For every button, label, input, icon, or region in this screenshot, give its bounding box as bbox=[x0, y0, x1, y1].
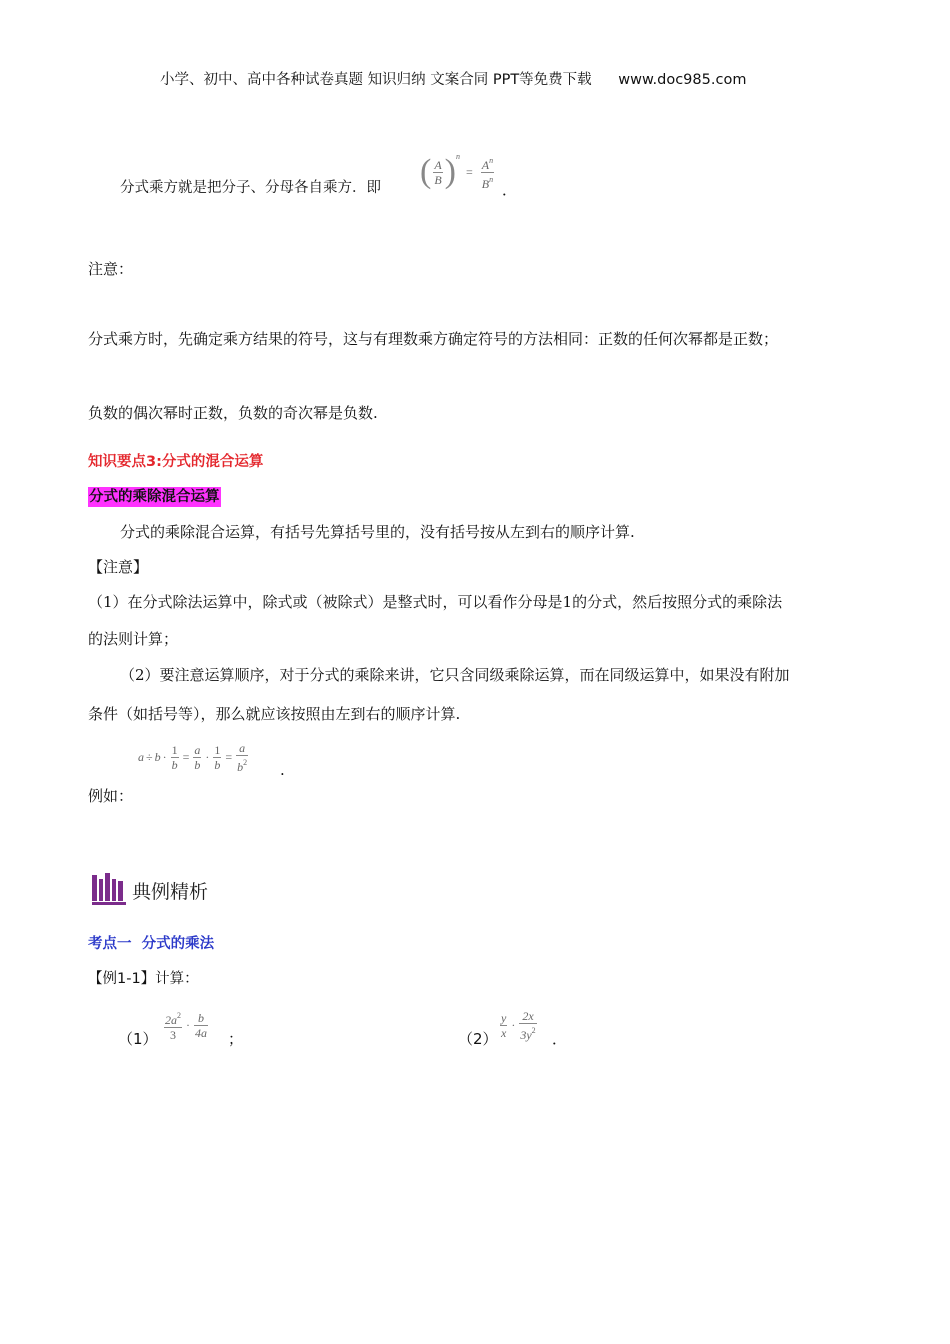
mixed-heading: 知识要点3:分式的混合运算 bbox=[88, 454, 264, 470]
mixed-note-label: 【注意】 bbox=[88, 558, 149, 576]
mixed-paragraph: 分式的乘除混合运算，有括号先算括号里的，没有括号按从左到右的顺序计算. bbox=[120, 523, 635, 541]
mixed-example-period: . bbox=[280, 761, 285, 779]
mixed-subheading: 分式的乘除混合运算 bbox=[89, 489, 220, 505]
mixed-note1-line2: 的法则计算； bbox=[88, 630, 179, 648]
power-formula: ( $\frac{A}{B}$ ) n = $\frac{A^n}{B^n}$ bbox=[420, 152, 494, 191]
power-note-line2: 负数的偶次幂时正数，负数的奇次幂是负数. bbox=[88, 404, 378, 422]
mixed-note2-line1: （2）要注意运算顺序，对于分式的乘除来讲，它只含同级乘除运算，而在同级运算中，如果没有附加 bbox=[120, 666, 790, 684]
problem-1-label: （1） bbox=[118, 1030, 158, 1048]
examples-title: 典例精析 bbox=[132, 881, 209, 903]
mixed-example-formula: a ÷ b · $\frac{1}{b}$ = $\frac{a}{b}$ · $\frac{1}{b}$ = $\frac{a}{b^2}$ bbox=[138, 740, 248, 774]
mixed-note2-line2: 条件（如括号等），那么就应该按照由左到右的顺序计算. bbox=[88, 705, 461, 723]
problem-2-end: ． bbox=[552, 1030, 568, 1048]
books-icon bbox=[92, 873, 126, 905]
power-period: ． bbox=[502, 181, 518, 199]
problem-1-formula: $\frac{2a^2}{3}$ · $\frac{b}{4a}$ bbox=[165, 1010, 207, 1042]
example-1-1-label: 【例1-1】计算： bbox=[88, 971, 199, 987]
mixed-note1-line1: （1）在分式除法运算中，除式或（被除式）是整式时，可以看作分母是1的分式，然后按照分式的乘除法 bbox=[88, 593, 783, 611]
problem-2-formula: $\frac{y}{x}$ · $\frac{2x}{3y^2}$ bbox=[501, 1008, 536, 1042]
page-header bbox=[160, 70, 800, 90]
header-title: 小学、初中、高中各种试卷真题 知识归纳 文案合同 PPT等免费下载 bbox=[160, 72, 592, 88]
power-note-line1: 分式乘方时，先确定乘方结果的符号，这与有理数乘方确定符号的方法相同：正数的任何次幂都是正数； bbox=[88, 330, 779, 348]
mixed-example-label: 例如： bbox=[88, 787, 134, 805]
problem-2-label: （2） bbox=[458, 1030, 498, 1048]
power-note-label: 注意： bbox=[88, 260, 134, 278]
kaodian-heading: 考点一 分式的乘法 bbox=[88, 936, 215, 952]
problem-1-end: ； bbox=[228, 1030, 244, 1048]
power-intro: 分式乘方就是把分子、分母各自乘方．即 bbox=[120, 180, 381, 196]
header-url: www.doc985.com bbox=[618, 72, 747, 88]
